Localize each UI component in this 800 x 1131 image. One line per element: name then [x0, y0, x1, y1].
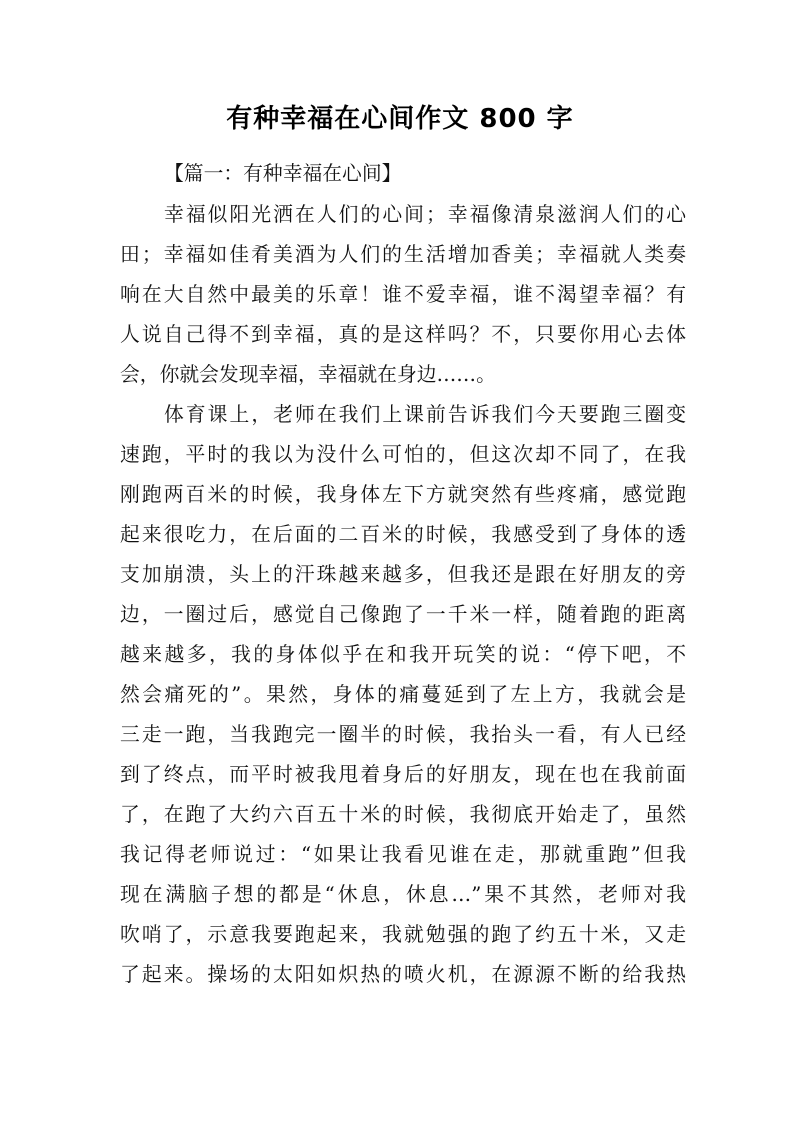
- paragraph-line: 会，你就会发现幸福，幸福就在身边……。: [120, 363, 496, 386]
- paragraph-line: 我记得老师说过：“如果让我看见谁在走，那就重跑”但我: [120, 843, 686, 866]
- paragraph-line: 三走一跑，当我跑完一圈半的时候，我抬头一看，有人已经: [120, 723, 686, 746]
- paragraph-line: 现在满脑子想的都是“休息，休息…”果不其然，老师对我: [120, 883, 686, 906]
- paragraph-line: 起来很吃力，在后面的二百米的时候，我感受到了身体的透: [120, 523, 686, 546]
- document-body: [120, 154, 686, 995]
- paragraph-line: 越来越多，我的身体似乎在和我开玩笑的说：“停下吧，不: [120, 643, 686, 666]
- paragraph-line: 了，在跑了大约六百五十米的时候，我彻底开始走了，虽然: [120, 803, 686, 826]
- paragraph-line: 了起来。操场的太阳如炽热的喷火机，在源源不断的给我热: [120, 963, 686, 986]
- paragraph-2: [120, 395, 686, 995]
- paragraph-line: 人说自己得不到幸福，真的是这样吗？不，只要你用心去体: [120, 323, 686, 346]
- paragraph-1: [120, 195, 686, 395]
- paragraph-line: 田；幸福如佳肴美酒为人们的生活增加香美；幸福就人类奏: [120, 243, 686, 266]
- section-heading: 【篇一：有种幸福在心间】: [164, 162, 402, 185]
- paragraph-line: 幸福似阳光洒在人们的心间；幸福像清泉滋润人们的心: [164, 203, 686, 226]
- paragraph-line: 体育课上，老师在我们上课前告诉我们今天要跑三圈变: [164, 403, 686, 426]
- paragraph-line: 到了终点，而平时被我甩着身后的好朋友，现在也在我前面: [120, 763, 686, 786]
- document-title: 有种幸福在心间作文 800 字: [226, 104, 574, 134]
- paragraph-line: 刚跑两百米的时候，我身体左下方就突然有些疼痛，感觉跑: [120, 483, 686, 506]
- paragraph-line: 边，一圈过后，感觉自己像跑了一千米一样，随着跑的距离: [120, 603, 686, 626]
- paragraph-line: 然会痛死的”。果然，身体的痛蔓延到了左上方，我就会是: [120, 683, 686, 706]
- paragraph-line: 吹哨了，示意我要跑起来，我就勉强的跑了约五十米，又走: [120, 923, 686, 946]
- paragraph-line: 响在大自然中最美的乐章！谁不爱幸福，谁不渴望幸福？有: [120, 283, 686, 306]
- paragraph-line: 速跑，平时的我以为没什么可怕的，但这次却不同了，在我: [120, 443, 686, 466]
- paragraph-line: 支加崩溃，头上的汗珠越来越多，但我还是跟在好朋友的旁: [120, 563, 686, 586]
